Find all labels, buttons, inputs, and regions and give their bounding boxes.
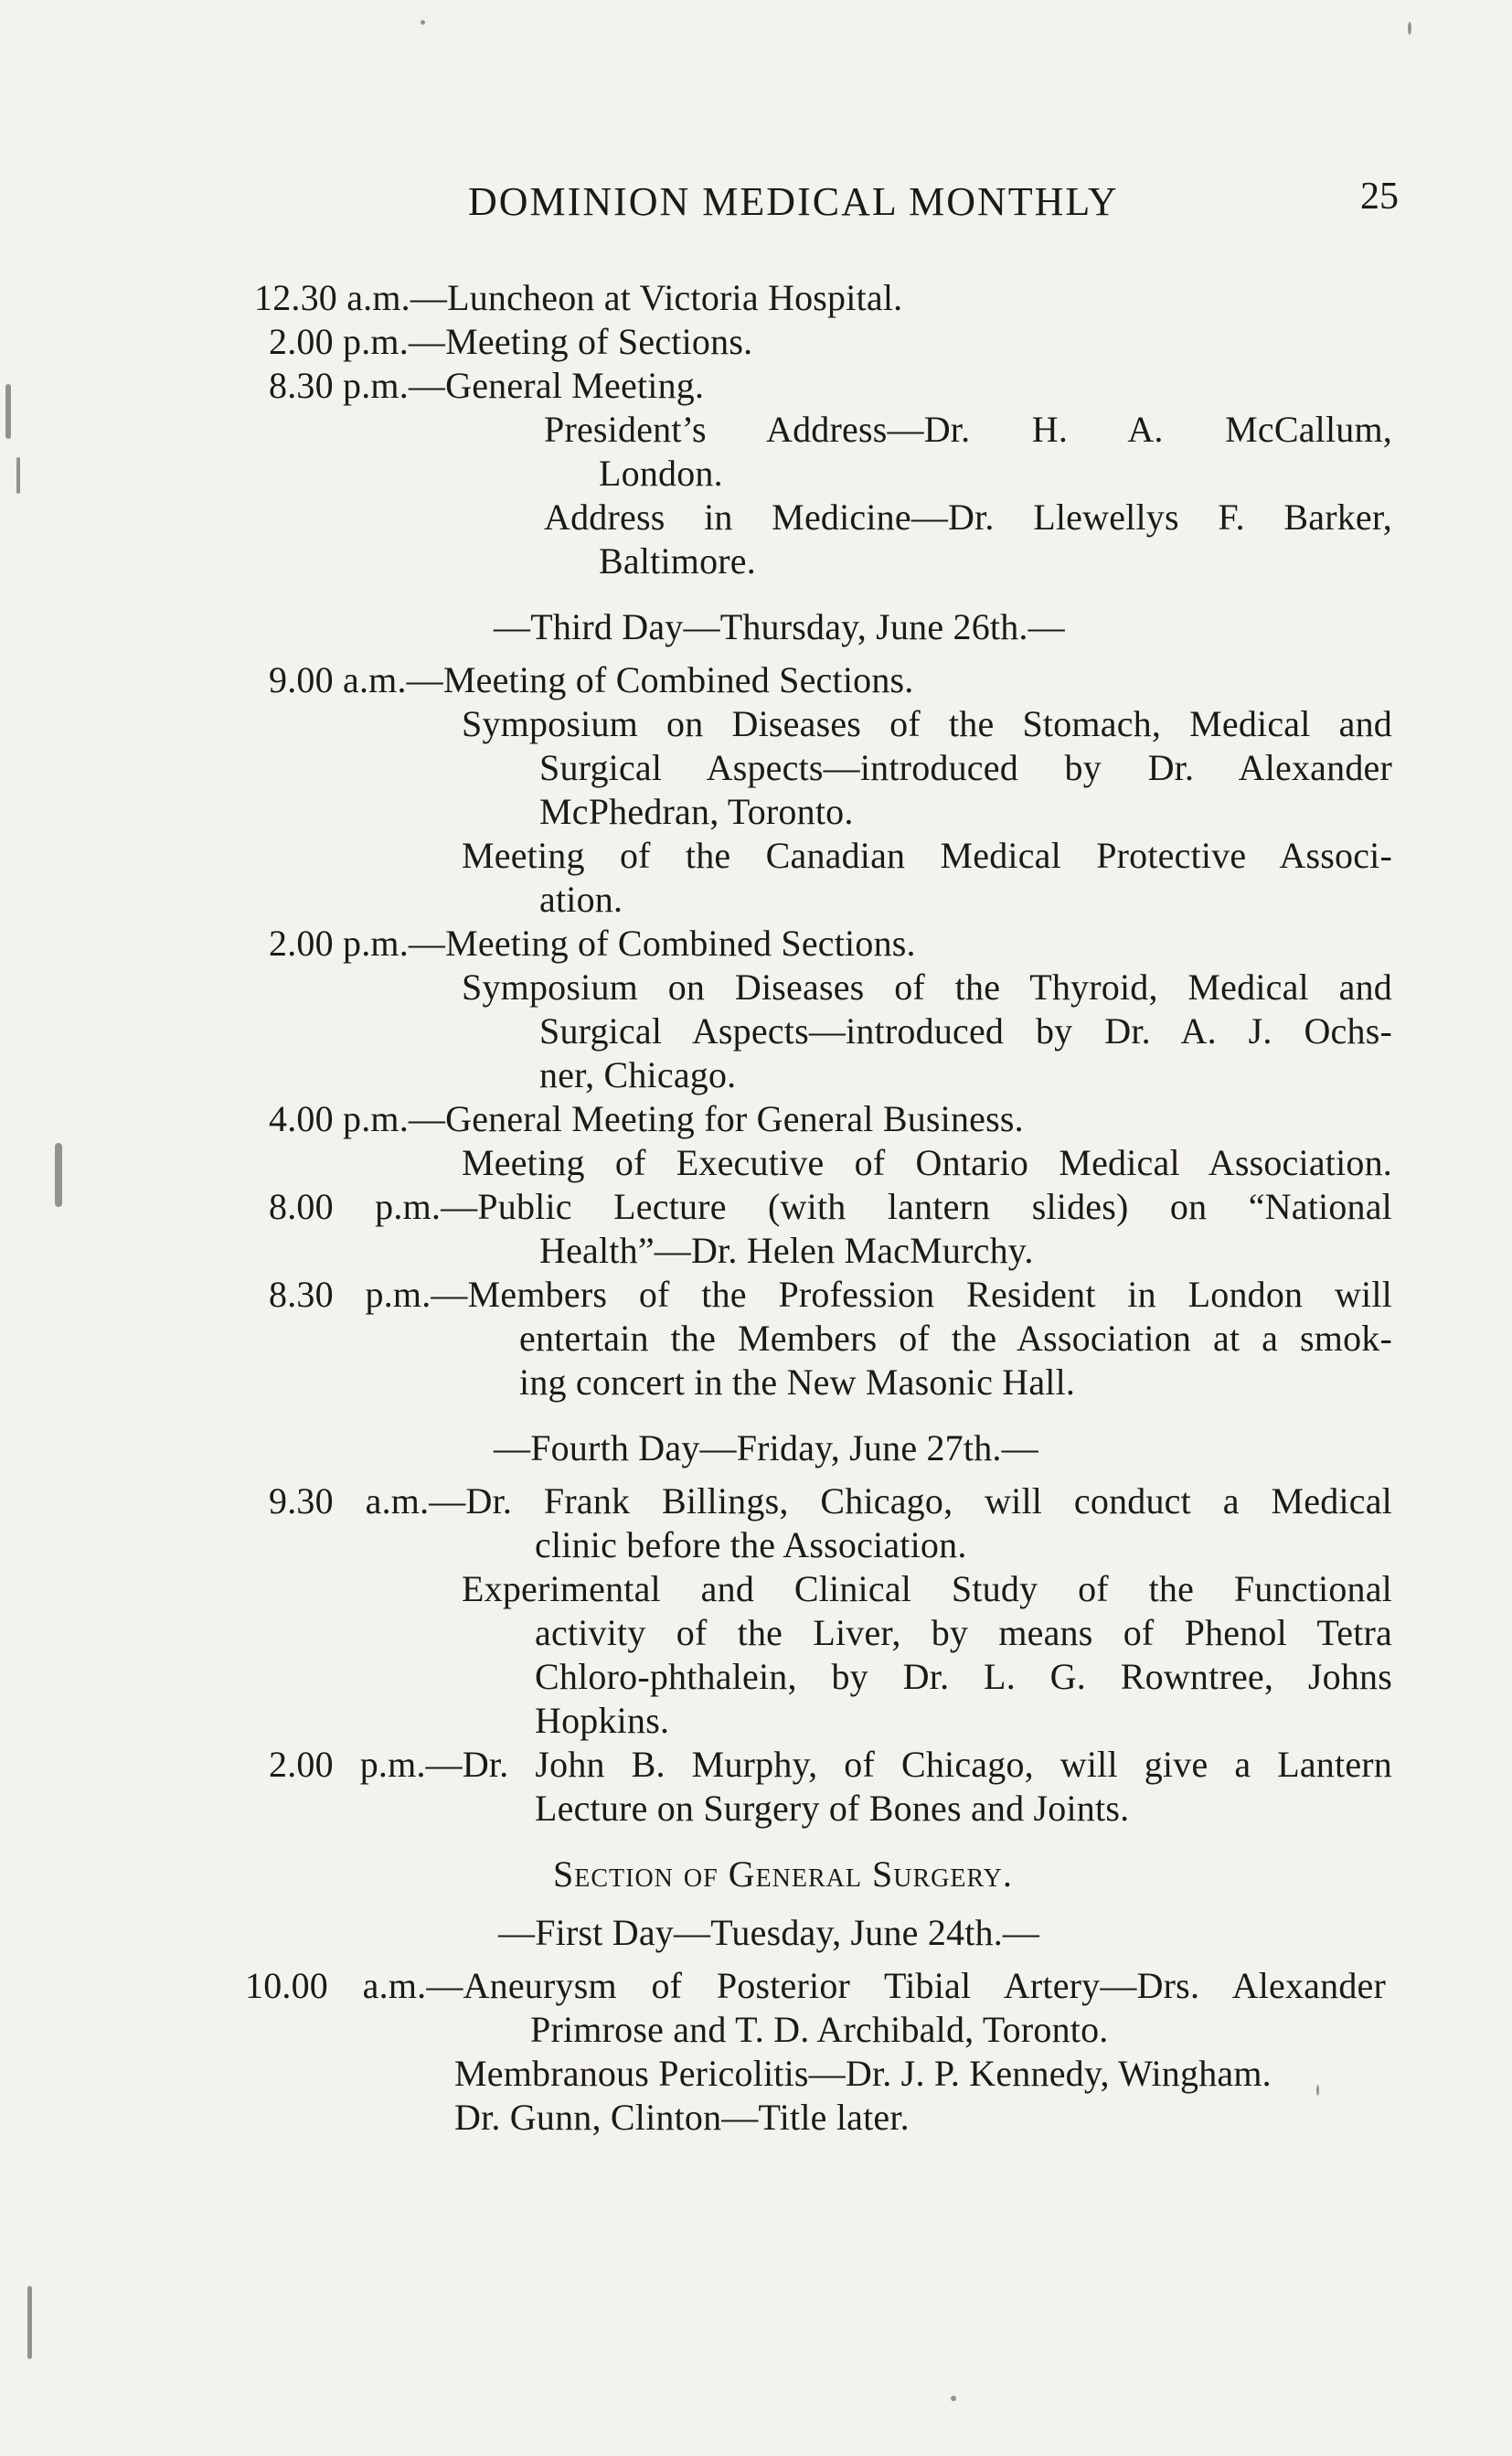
page-header (238, 178, 1426, 233)
text-line: 10.00 a.m.—Aneurysm of Posterior Tibial Artery—Drs. Alexander (245, 1965, 1386, 2006)
text-line: Address in Medicine—Dr. Llewellys F. Barker, (544, 497, 1392, 538)
text-line: Meeting of Executive of Ontario Medical Association. (462, 1142, 1392, 1183)
section-heading: Section of General Surgery. (553, 1853, 1013, 1895)
text-line: Experimental and Clinical Study of the Functional (462, 1568, 1392, 1609)
text-line: Membranous Pericolitis—Dr. J. P. Kennedy, Wingham. (454, 2053, 1272, 2094)
text-line: Chloro-phthalein, by Dr. L. G. Rowntree, Johns (535, 1656, 1392, 1697)
text-line: Lecture on Surgery of Bones and Joints. (535, 1788, 1130, 1829)
text-line: Symposium on Diseases of the Thyroid, Medical and (462, 966, 1392, 1008)
text-line: Surgical Aspects—introduced by Dr. Alexander (539, 747, 1392, 788)
text-line: 12.30 a.m.—Luncheon at Victoria Hospital. (254, 277, 903, 318)
day-heading: —Third Day—Thursday, June 26th.— (494, 606, 1065, 647)
text-line: 9.00 a.m.—Meeting of Combined Sections. (269, 659, 914, 700)
day-heading: —First Day—Tuesday, June 24th.— (498, 1912, 1040, 1953)
text-line: ner, Chicago. (539, 1054, 737, 1095)
text-line: Symposium on Diseases of the Stomach, Medical and (462, 703, 1392, 744)
text-line: 9.30 a.m.—Dr. Frank Billings, Chicago, will conduct a Medical (269, 1480, 1392, 1522)
text-line: ation. (539, 879, 623, 920)
text-line: ing concert in the New Masonic Hall. (519, 1361, 1076, 1403)
text-line: Primrose and T. D. Archibald, Toronto. (530, 2009, 1109, 2050)
text-line: Health”—Dr. Helen MacMurchy. (539, 1230, 1034, 1271)
text-line: 2.00 p.m.—Meeting of Combined Sections. (269, 923, 916, 964)
text-line: entertain the Members of the Association at a smok- (519, 1318, 1392, 1359)
text-line: London. (599, 453, 723, 494)
text-line: 8.30 p.m.—General Meeting. (269, 365, 705, 406)
text-line: President’s Address—Dr. H. A. McCallum, (544, 409, 1392, 450)
text-line: 2.00 p.m.—Dr. John B. Murphy, of Chicago, will give a Lantern (269, 1744, 1392, 1785)
text-line: clinic before the Association. (535, 1524, 967, 1565)
text-line: Hopkins. (535, 1700, 670, 1741)
text-line: Dr. Gunn, Clinton—Title later. (454, 2097, 910, 2138)
text-line: Baltimore. (599, 540, 756, 582)
page-number: 25 (1360, 176, 1399, 218)
day-heading: —Fourth Day—Friday, June 27th.— (494, 1427, 1038, 1468)
text-line: 4.00 p.m.—General Meeting for General Business. (269, 1098, 1024, 1139)
text-line: Meeting of the Canadian Medical Protective Associ- (462, 835, 1392, 876)
text-line: 8.30 p.m.—Members of the Profession Resident in London will (269, 1274, 1392, 1315)
text-line: Surgical Aspects—introduced by Dr. A. J. Ochs- (539, 1010, 1392, 1052)
text-line: activity of the Liver, by means of Phenol Tetra (535, 1612, 1392, 1653)
running-title: DOMINION MEDICAL MONTHLY (468, 179, 1119, 224)
text-line: 8.00 p.m.—Public Lecture (with lantern slides) on “National (269, 1186, 1392, 1227)
text-line: McPhedran, Toronto. (539, 791, 854, 832)
text-line: 2.00 p.m.—Meeting of Sections. (269, 321, 753, 362)
